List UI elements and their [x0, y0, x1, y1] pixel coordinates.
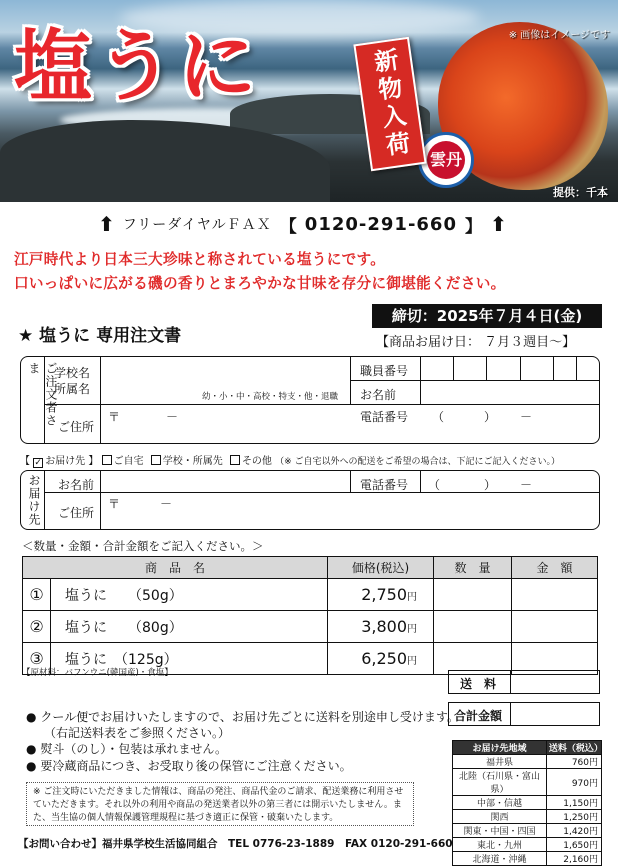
product-price: [328, 643, 434, 675]
price-value: 2,750: [361, 585, 407, 604]
privacy-notice: ※ ご注文時にいただきました情報は、商品の発注、商品代金のご請求、配送業務に利用させていただきます。それ以外の利用や商品の発送業者以外の第三者には開示いたしません。また、当生協の個人情報保護管理規程に基づき適正に保管・破棄いたします。: [26, 782, 414, 826]
department-label: 所属名: [54, 382, 91, 396]
rate: 2,160円: [546, 852, 601, 866]
bullet-icon: ●: [26, 759, 37, 773]
product-name: 塩うに （80g）: [51, 611, 328, 643]
rate: 970円: [546, 769, 601, 796]
postal-dash: －: [160, 497, 173, 511]
price-value: 6,250: [361, 649, 407, 668]
recipient-name-label: お名前: [58, 478, 95, 492]
delivery-date: 【商品お届け日： ７月３週目～】: [376, 335, 576, 350]
amount-cell[interactable]: [512, 579, 598, 611]
phone-dash: －: [520, 478, 533, 492]
other-checkbox[interactable]: [230, 455, 240, 465]
rate: 760円: [546, 755, 601, 769]
divider: [44, 404, 599, 405]
postal-mark: 〒: [108, 497, 121, 511]
home-checkbox[interactable]: [102, 455, 112, 465]
option-school: 学校・所属先: [162, 456, 223, 467]
region: 福井県: [453, 755, 547, 769]
region: 関西: [453, 810, 547, 824]
rate: 1,250円: [546, 810, 601, 824]
up-arrow-icon: ⬆: [489, 212, 507, 236]
intro-line-2: 口いっぱいに広がる磯の香りとまろやかな甘味を存分に御堪能ください。: [14, 275, 506, 292]
bullet-text: 熨斗（のし）・包装は承れません。: [40, 742, 228, 756]
table-header-row: [453, 741, 602, 755]
phone-dash: －: [520, 410, 533, 424]
delivery-label: お届け先: [45, 456, 86, 467]
col-product-name: 商 品 名: [23, 557, 328, 579]
quantity-cell[interactable]: [434, 611, 512, 643]
col-region: お届け先地域: [453, 741, 547, 755]
phone-paren-open: （: [432, 410, 445, 424]
recipient-address-field[interactable]: [104, 494, 598, 528]
up-arrow-icon: ⬆: [98, 212, 115, 236]
bullet-item: [26, 757, 352, 774]
customer-name-field[interactable]: [422, 382, 598, 403]
postal-dash: －: [166, 410, 179, 424]
image-note: ※ 画像はイメージです: [508, 30, 610, 41]
divider: [420, 471, 421, 492]
hero-title: 塩うに: [14, 21, 261, 112]
divider: [420, 357, 421, 405]
price-unit: 円: [407, 656, 417, 667]
bracket-close: 】: [88, 456, 99, 467]
image-credit: 提供：千本: [553, 186, 608, 199]
quantity-cell[interactable]: [434, 579, 512, 611]
fax-label: フリーダイヤルＦＡＸ: [122, 217, 272, 233]
row-number: ②: [23, 611, 51, 643]
order-note: ＜数量・金額・合計金額をご記入ください。＞: [22, 539, 264, 553]
option-home: ご自宅: [113, 456, 144, 467]
school-types: 幼・小・中・高校・特支・他・退職: [202, 392, 339, 402]
deadline-badge: 締切：2025年７月４日(金): [372, 304, 602, 328]
delivery-choice-row: [20, 452, 560, 468]
staff-number-label: 職員番号: [360, 364, 409, 378]
rate: 1,650円: [546, 838, 601, 852]
contact-info: 【お問い合わせ】福井県学校生活協同組合 TEL 0776-23-1889 FAX 0120-291-660: [18, 838, 453, 850]
customer-side-label: ご注文者さま: [27, 362, 58, 427]
region: 北陸（石川県・富山県）: [453, 769, 547, 796]
phone-paren-open: （: [428, 478, 441, 492]
row-number: ①: [23, 579, 51, 611]
bullet-icon: ●: [26, 742, 37, 756]
customer-address-field[interactable]: [104, 406, 348, 442]
uni-label-seal: [418, 132, 474, 188]
fax-bracket-open: 【: [279, 216, 297, 237]
divider: [44, 471, 45, 529]
intro-line-1: 江戸時代より日本三大珍味と称されている塩うにです。: [14, 251, 386, 268]
option-other: その他: [241, 456, 272, 467]
shipping-label: 送 料: [460, 677, 497, 691]
bullet-icon: ●: [26, 710, 37, 724]
fax-bracket-close: 】: [464, 216, 482, 237]
table-row: [453, 755, 602, 769]
product-table: [22, 556, 598, 675]
table-row: [23, 579, 598, 611]
region: 関東・中国・四国: [453, 824, 547, 838]
divider: [510, 702, 511, 726]
phone-paren-close: ）: [484, 478, 497, 492]
bullet-item: [26, 708, 459, 725]
recipient-side-label: お届け先: [27, 474, 41, 526]
rate: 1,150円: [546, 796, 601, 810]
total-field[interactable]: [512, 704, 598, 724]
divider: [350, 471, 351, 492]
bracket-open: 【: [20, 456, 30, 467]
hero-banner: [0, 0, 618, 202]
fax-number: 0120-291-660: [304, 213, 457, 235]
price-unit: 円: [407, 624, 417, 635]
divider: [510, 670, 511, 694]
bullet-text: クール便でお届けいたしますので、お届け先ごとに送料を別途申し受けます。: [40, 710, 459, 724]
delivery-note: （※ ご自宅以外への配送をご希望の場合は、下記にご記入ください。）: [275, 457, 561, 467]
col-rate: 送料（税込）: [546, 741, 601, 755]
fax-line: [98, 210, 528, 238]
shipping-field[interactable]: [512, 672, 598, 692]
bullet-text: 要冷蔵商品につき、お受取り後の保管にご注意ください。: [40, 759, 352, 773]
form-title: ★ 塩うに 専用注文書: [18, 326, 182, 346]
product-name: 塩うに （125g）: [51, 643, 328, 675]
school-label: 学校名: [54, 366, 91, 380]
region: 北海道・沖縄: [453, 852, 547, 866]
name-label: お名前: [360, 388, 397, 402]
recipient-address-label: ご住所: [58, 506, 95, 520]
shipping-rate-table: [452, 740, 602, 866]
school-checkbox[interactable]: [151, 455, 161, 465]
table-header-row: [23, 557, 598, 579]
divider: [100, 471, 101, 529]
total-label: 合計金額: [454, 709, 503, 723]
recipient-name-field[interactable]: [104, 473, 348, 491]
region: 中部・信越: [453, 796, 547, 810]
phone-paren-close: ）: [484, 410, 497, 424]
table-row: [453, 838, 602, 852]
price-unit: 円: [407, 592, 417, 603]
ingredients-note: 【原材料：バフンウニ(韓国産)・食塩】: [22, 668, 173, 678]
divider: [44, 492, 599, 493]
table-row: [453, 769, 602, 796]
recipient-phone-label: 電話番号: [360, 478, 409, 492]
amount-cell[interactable]: [512, 611, 598, 643]
bullet-subtext: （右記送料表をご参照ください。）: [44, 726, 231, 740]
product-price: [328, 579, 434, 611]
col-quantity: 数 量: [434, 557, 512, 579]
postal-mark: 〒: [108, 410, 121, 424]
table-row: [453, 810, 602, 824]
table-row: [23, 611, 598, 643]
table-row: [453, 824, 602, 838]
product-name: 塩うに （50g）: [51, 579, 328, 611]
rate: 1,420円: [546, 824, 601, 838]
col-price: 価格(税込): [328, 557, 434, 579]
new-arrival-badge: 新物入荷: [353, 37, 426, 172]
divider: [100, 357, 101, 443]
table-row: [453, 796, 602, 810]
row-number: ③: [23, 643, 51, 675]
product-price: [328, 611, 434, 643]
divider: [350, 357, 351, 405]
phone-label: 電話番号: [360, 410, 409, 424]
table-row: [453, 852, 602, 866]
price-value: 3,800: [361, 617, 407, 636]
customer-phone-field[interactable]: [426, 406, 598, 426]
recipient-phone-field[interactable]: [424, 473, 598, 491]
col-amount: 金 額: [512, 557, 598, 579]
region: 東北・九州: [453, 838, 547, 852]
divider: [350, 380, 599, 381]
staff-number-field[interactable]: [422, 358, 598, 379]
delivery-checkbox-checked[interactable]: ✓: [34, 458, 42, 468]
bullet-item: [26, 740, 227, 757]
uni-label-text: 雲丹: [427, 141, 465, 179]
address-label: ご住所: [58, 420, 95, 434]
